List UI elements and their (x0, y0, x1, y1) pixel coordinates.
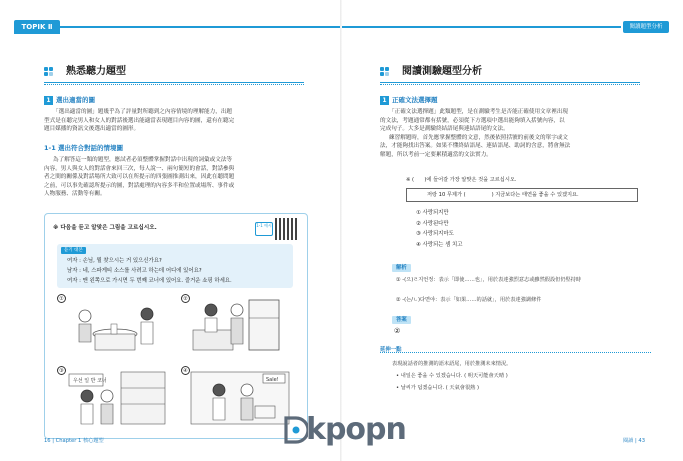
para-line: 的文法，考題通常都有括號，必須從下方選項中選出能夠填入括號內容，以 (380, 117, 565, 124)
site-watermark (284, 406, 424, 454)
para-line: 法，才能夠找出答案。如果不懂終結語尾、連結語尾、助詞的含意，將會無法 (380, 143, 571, 150)
section-1-heading (380, 96, 438, 105)
para-line: 練習解題時，首先應掌握整體的文意，然後依照括號的前後文的單字或文 (389, 134, 569, 141)
left-chapter-title: 熟悉聽力題型 (66, 66, 126, 77)
explanation-tag: 解析 (392, 264, 411, 272)
question-sentence-box: 저랑 10 무제가 ( ) 지금보다는 태연을 좋을 수 있겠지요. (406, 188, 638, 202)
para-line: 人物服務、活動等有關。 (44, 191, 106, 198)
option-number: ① (57, 294, 66, 303)
extension-example: • 날씨가 덥겠습니다. ( 天氣會很熱 ) (396, 385, 480, 391)
para-line: 完成句子。大多是測驗終結語尾與連結語尾的文法。 (380, 126, 509, 133)
para-line: 「正確文法選擇題」此類題型，是在測驗考生是否能正確使用文章裡出現 (389, 109, 569, 115)
extension-example: • 내일은 좋을 수 있겠습니다. ( 明天可能會天晴 ) (396, 373, 508, 379)
script-line: 여자 : 손님, 뭘 찾으시는 거 있으신가요? (67, 258, 162, 264)
answer-option-4[interactable]: ④ 사랑되는 셈 치고 (416, 241, 463, 248)
topbar-line (342, 26, 621, 28)
header-rule-dotted (44, 84, 304, 85)
section-tab: 閱讀題型分析 (623, 21, 669, 33)
restaurant-illustration (65, 296, 169, 356)
right-chapter-header (380, 64, 640, 80)
picture-options (57, 294, 297, 434)
store-sign: 우선 일 반 코너 (73, 378, 107, 384)
header-rule (380, 82, 640, 83)
picture-option-3[interactable] (57, 366, 171, 430)
strategy-paragraph (44, 156, 308, 199)
para-line: 題目媒播的資訊文後選出適當的圖形。 (44, 126, 140, 133)
section-number-badge: 1 (380, 96, 389, 105)
store-aisle-illustration (65, 368, 169, 428)
section-1-heading (44, 96, 95, 105)
topik-tab: TOPIK Ⅱ (14, 20, 60, 34)
topbar-line (60, 26, 341, 28)
question-instruction: ※ ( )에 들어갈 가장 알맞은 것을 고르십시오. (406, 177, 517, 183)
para-line: 之前，可以事先確認所提示的圖，對話處理的內容多半和位置或場所、事件或 (44, 182, 235, 189)
answer-option-3[interactable]: ③ 사랑되지마도 (416, 231, 454, 238)
grammar-paragraph (380, 108, 642, 160)
para-line: 內容。男人與女人的對話會來回三次，每人說一、兩句簡短的會話，對話參與 (44, 165, 235, 172)
para-line: 為了解答這一類的題型，應試者必須整體掌握對話中出現的詞彙或文法等 (53, 157, 233, 163)
picture-option-2[interactable] (181, 294, 295, 358)
section-number-badge: 1 (44, 96, 53, 105)
right-chapter-title: 閱讀測驗題型分析 (402, 66, 482, 77)
para-line: 解題，所以考前一定要累積適當的文法實力。 (380, 151, 492, 158)
intro-paragraph (44, 108, 308, 134)
script-tag: 듣기 대본 (61, 247, 86, 254)
section-title: 選出適當的圖 (56, 96, 95, 104)
answer-option-2[interactable]: ② 사랑된다만 (416, 220, 449, 227)
sale-sign: Sale! (266, 377, 279, 383)
extension-heading: 延伸一點 (380, 347, 402, 353)
picture-option-4[interactable] (181, 366, 295, 430)
option-number: ④ (181, 366, 190, 375)
left-chapter-header (44, 64, 304, 80)
header-rule-dotted (380, 84, 640, 85)
option-number: ③ (57, 366, 66, 375)
right-page-footer: 閱讀 | 43 (622, 438, 645, 444)
extension-rule (380, 352, 651, 353)
answer-options (416, 208, 462, 250)
section-1-1-heading: 1-1 選出符合對話的情境圖 (44, 144, 124, 152)
right-topbar (342, 20, 683, 34)
para-line: 型式是在聽完男人和女人的對話後選出能適當表現題目內容的圖，還有在聽完 (44, 117, 235, 124)
para-line: 者之間的關係及對話場所大致可以在所提示的四張圖推測出來，因此在聽問題 (44, 174, 235, 181)
left-page-footer: 16 | Chapter 1 核心題型 (44, 438, 104, 444)
explanation-line: ② -(는/ㄴ)다면야：表示「如果……的話就」，用於表達強調條件 (396, 297, 542, 303)
para-line: 「選出適當的圖」題幾乎為了評量對所聽到之內容情境的理解能力，出題 (53, 109, 233, 115)
script-line: 여자 : 맨 왼쪽으로 가시면 두 번째 코너에 있어요. 즐거운 쇼핑 하세요. (67, 278, 232, 284)
header-rule (44, 82, 304, 83)
correct-answer: ② (394, 327, 401, 335)
dots-icon (44, 67, 58, 77)
answer-option-1[interactable]: ① 사랑되지만 (416, 210, 449, 216)
audio-track-label[interactable]: 1-1 예시 (255, 222, 273, 236)
section-title: 正確文法選擇題 (392, 96, 438, 104)
question-instruction: ※ 다음을 듣고 알맞은 그림을 고르십시오. (53, 225, 157, 231)
answer-tag: 答案 (392, 316, 411, 324)
audio-script (57, 244, 293, 288)
qr-code-icon[interactable] (275, 218, 297, 240)
option-number: ② (181, 294, 190, 303)
script-line: 남자 : 네, 스파게티 소스를 사려고 하는데 어디에 있어요? (67, 268, 202, 274)
watermark-logo-icon (284, 416, 308, 446)
explanation-line: ① -(으)ㄹ지언정：表示「即使……也」，用於表達強烈意志或雖然假設但仍堅持時 (396, 277, 582, 283)
right-page (342, 0, 683, 461)
left-topbar (0, 20, 341, 34)
picture-option-1[interactable] (57, 294, 171, 358)
extension-text: 表現說話者的推測的語末語尾，用於推測未來情況。 (392, 361, 512, 367)
watermark-text: kpopn (306, 412, 406, 447)
left-page (0, 0, 341, 461)
listening-question-box (44, 213, 308, 439)
supermarket-illustration (189, 368, 293, 428)
dots-icon (380, 67, 394, 77)
kitchen-illustration (189, 296, 293, 356)
